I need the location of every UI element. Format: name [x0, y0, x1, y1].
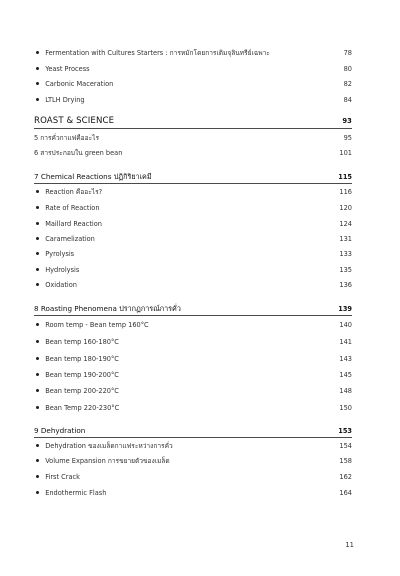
toc-entry-title: Carbonic Maceration [34, 78, 336, 90]
toc-entry-title: Endothermic Flash [34, 487, 336, 499]
toc-section-heading[interactable] [34, 115, 352, 127]
toc-entry-page: 131 [339, 235, 352, 243]
toc-entry[interactable] [34, 402, 352, 414]
toc-chapter-title: 5 การคั่วกาแฟคืออะไร [34, 134, 99, 142]
toc-chapter-title: 7 Chemical Reactions ปฏิกิริยาเคมี [34, 172, 152, 181]
toc-entry-title: Rate of Reaction [34, 202, 336, 214]
toc-entry-title: Yeast Process [34, 63, 336, 75]
toc-entry-page: 82 [343, 80, 352, 88]
toc-entry[interactable] [34, 78, 352, 90]
toc-entry-title: Bean temp 190-200°C [34, 369, 336, 381]
toc-entry-title: LTLH Drying [34, 94, 336, 106]
toc-chapter[interactable] [34, 132, 352, 144]
toc-entry[interactable] [34, 47, 352, 59]
chapter-divider [34, 183, 352, 184]
toc-chapter-heading[interactable] [34, 425, 352, 437]
toc-entry[interactable] [34, 385, 352, 397]
toc-entry-page: 116 [339, 188, 352, 196]
toc-chapter-title: 9 Dehydration [34, 426, 86, 435]
toc-entry-title: Bean temp 200-220°C [34, 385, 336, 397]
toc-entry-page: 140 [339, 321, 352, 329]
toc-entry-page: 150 [339, 404, 352, 412]
toc-entry-title: Room temp - Bean temp 160°C [34, 319, 336, 331]
chapter-divider [34, 437, 352, 438]
toc-entry-title: Caramelization [34, 233, 336, 245]
toc-entry-title: Dehydration ของเมล็ดกาแฟระหว่างการคั่ว [34, 440, 336, 452]
toc-entry-title: Bean Temp 220-230°C [34, 402, 336, 414]
toc-entry-page: 136 [339, 281, 352, 289]
toc-chapter-heading[interactable] [34, 303, 352, 315]
toc-entry[interactable] [34, 440, 352, 452]
toc-entry[interactable] [34, 94, 352, 106]
page-number: 11 [345, 541, 354, 549]
toc-entry-title: Hydrolysis [34, 264, 336, 276]
toc-entry[interactable] [34, 63, 352, 75]
toc-entry-title: Volume Expansion การขยายตัวของเมล็ด [34, 455, 336, 467]
toc-entry[interactable] [34, 233, 352, 245]
toc-entry-page: 80 [343, 65, 352, 73]
toc-entry[interactable] [34, 455, 352, 467]
toc-chapter-page: 139 [338, 305, 352, 313]
toc-entry-title: Pyrolysis [34, 248, 336, 260]
toc-entry[interactable] [34, 487, 352, 499]
toc-entry[interactable] [34, 264, 352, 276]
toc-entry-page: 154 [339, 442, 352, 450]
toc-entry[interactable] [34, 369, 352, 381]
toc-chapter-title: 6 สารประกอบใน green bean [34, 149, 123, 157]
toc-entry-title: First Crack [34, 471, 336, 483]
chapter-divider [34, 315, 352, 316]
toc-entry-page: 124 [339, 220, 352, 228]
toc-entry[interactable] [34, 186, 352, 198]
toc-chapter-page: 95 [343, 134, 352, 142]
toc-entry-page: 162 [339, 473, 352, 481]
toc-entry-page: 78 [343, 49, 352, 57]
toc-entry-page: 143 [339, 355, 352, 363]
toc-entry-page: 84 [343, 96, 352, 104]
toc-entry-title: Oxidation [34, 279, 336, 291]
toc-entry[interactable] [34, 353, 352, 365]
toc-entry-title: Bean temp 160-180°C [34, 336, 336, 348]
toc-entry[interactable] [34, 336, 352, 348]
toc-chapter-heading[interactable] [34, 171, 352, 183]
toc-chapter-page: 153 [338, 427, 352, 435]
toc-entry-title: Bean temp 180-190°C [34, 353, 336, 365]
toc-section-page: 93 [342, 117, 352, 125]
toc-entry-page: 141 [339, 338, 352, 346]
toc-entry[interactable] [34, 319, 352, 331]
toc-entry-page: 145 [339, 371, 352, 379]
toc-entry-page: 120 [339, 204, 352, 212]
toc-entry-title: Fermentation with Cultures Starters : การหมักโดยการเติมจุลินทรีย์เฉพาะ [34, 47, 336, 59]
toc-entry-page: 148 [339, 387, 352, 395]
toc-entry[interactable] [34, 202, 352, 214]
toc-entry[interactable] [34, 279, 352, 291]
toc-chapter[interactable] [34, 147, 352, 159]
toc-chapter-title: 8 Roasting Phenomena ปรากฏการณ์การคั่ว [34, 304, 181, 313]
toc-chapter-page: 115 [338, 173, 352, 181]
toc-chapter-page: 101 [339, 149, 352, 157]
toc-entry-page: 164 [339, 489, 352, 497]
toc-entry-page: 135 [339, 266, 352, 274]
toc-entry[interactable] [34, 471, 352, 483]
toc-entry[interactable] [34, 248, 352, 260]
toc-entry-page: 133 [339, 250, 352, 258]
toc-section-title: ROAST & SCIENCE [34, 116, 115, 126]
section-divider [34, 128, 352, 129]
toc-entry[interactable] [34, 218, 352, 230]
toc-entry-title: Maillard Reaction [34, 218, 336, 230]
toc-entry-page: 158 [339, 457, 352, 465]
toc-entry-title: Reaction คืออะไร? [34, 186, 336, 198]
